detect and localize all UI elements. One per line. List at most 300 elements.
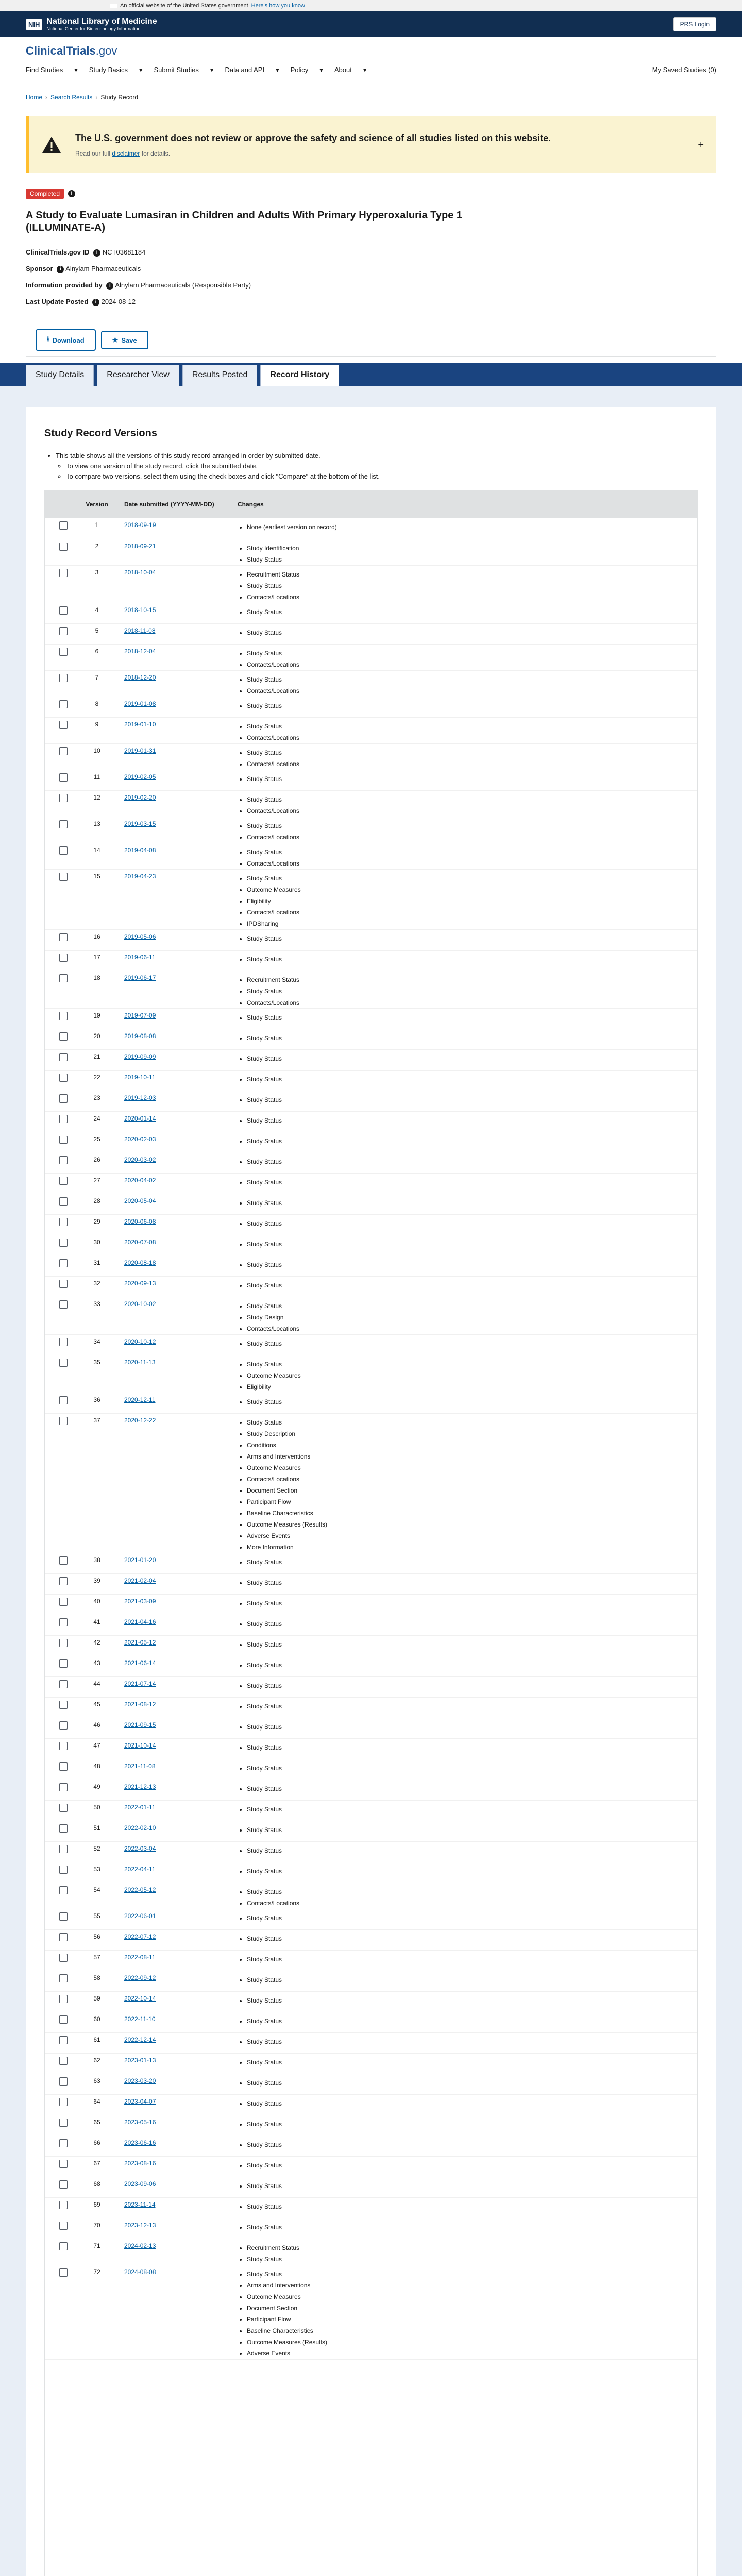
table-row [45,518,697,539]
version-date-link[interactable]: 2020-06-08 [124,1217,156,1225]
change-item: • Study Status [247,1824,693,1836]
version-date-link[interactable]: 2021-05-12 [124,1638,156,1646]
version-checkbox[interactable] [59,627,68,635]
version-checkbox[interactable] [59,1866,68,1874]
version-number: 6 [74,644,120,670]
change-item: • Study Status [247,1300,693,1312]
version-checkbox[interactable] [59,1783,68,1791]
version-checkbox[interactable] [59,873,68,881]
change-item: • Outcome Measures [247,1370,693,1381]
version-date-link[interactable]: 2022-11-10 [124,2015,156,2023]
tab-study-details[interactable]: Study Details [26,365,94,386]
version-number: 36 [74,1393,120,1413]
column-header-date: Date submitted (YYYY-MM-DD) [120,490,233,518]
version-checkbox[interactable] [59,2268,68,2277]
version-number: 53 [74,1862,120,1883]
version-number: 71 [74,2239,120,2265]
change-item: • Study Status [247,1680,693,1691]
change-item: • Study Status [247,721,693,732]
change-item: • Recruitment Status [247,2242,693,2253]
version-number: 29 [74,1214,120,1235]
version-date-link[interactable]: 2022-10-14 [124,1994,156,2002]
version-date-link[interactable]: 2021-09-15 [124,1721,156,1728]
version-checkbox[interactable] [59,721,68,729]
version-checkbox[interactable] [59,747,68,755]
nav-item-find-studies[interactable]: Find Studies [26,66,63,74]
version-checkbox[interactable] [59,1762,68,1771]
table-row [45,1008,697,1029]
version-checkbox[interactable] [59,2222,68,2230]
version-date-link[interactable]: 2019-05-06 [124,933,156,940]
version-date-link[interactable]: 2019-02-05 [124,773,156,781]
version-date-link[interactable]: 2020-08-18 [124,1259,156,1266]
version-checkbox[interactable] [59,2119,68,2127]
tab-record-history[interactable]: Record History [260,365,339,386]
change-item: • Study Status [247,1742,693,1753]
version-checkbox[interactable] [59,2139,68,2147]
version-checkbox[interactable] [59,1659,68,1668]
version-date-link[interactable]: 2022-05-12 [124,1886,156,1893]
version-checkbox[interactable] [59,1053,68,1061]
version-date-link[interactable]: 2020-04-02 [124,1176,156,1184]
version-date-link[interactable]: 2021-12-13 [124,1783,156,1790]
version-number: 57 [74,1950,120,1971]
change-item: • Document Section [247,2302,693,2314]
change-item: • Study Status [247,1074,693,1085]
table-row [45,1553,697,1573]
version-checkbox[interactable] [59,1742,68,1750]
table-row [45,2032,697,2053]
version-checkbox[interactable] [59,1136,68,1144]
version-number: 58 [74,1971,120,1991]
version-checkbox[interactable] [59,1259,68,1267]
nlm-logo[interactable] [26,17,157,31]
version-date-link[interactable]: 2019-01-31 [124,747,156,754]
version-date-link[interactable]: 2019-03-15 [124,820,156,827]
change-item: • Study Status [247,873,693,884]
version-date-link[interactable]: 2019-06-11 [124,953,156,961]
version-checkbox[interactable] [59,1338,68,1346]
change-item: • Study Status [247,1259,693,1270]
table-row [45,1393,697,1413]
change-item: • Study Status [247,820,693,832]
version-checkbox[interactable] [59,1598,68,1606]
table-row [45,1355,697,1393]
version-checkbox[interactable] [59,1618,68,1626]
version-checkbox[interactable] [59,1721,68,1730]
version-checkbox[interactable] [59,1845,68,1853]
version-date-link[interactable]: 2021-02-04 [124,1577,156,1584]
version-checkbox[interactable] [59,1197,68,1206]
version-checkbox[interactable] [59,1239,68,1247]
version-number: 3 [74,565,120,603]
version-date-link[interactable]: 2022-12-14 [124,2036,156,2043]
notice-title: The U.S. government does not review or approve the safety and science of all studies listed on this website. [75,132,551,143]
version-number: 16 [74,929,120,950]
version-number: 17 [74,950,120,971]
version-number: 1 [74,518,120,539]
version-checkbox[interactable] [59,2015,68,2024]
table-row [45,1821,697,1841]
version-date-link[interactable]: 2020-03-02 [124,1156,156,1163]
version-checkbox[interactable] [59,648,68,656]
version-number: 59 [74,1991,120,2012]
version-checkbox[interactable] [59,1115,68,1123]
change-item: • Outcome Measures (Results) [247,1519,693,1530]
change-item: • Participant Flow [247,2314,693,2325]
version-date-link[interactable]: 2020-10-02 [124,1300,156,1308]
version-checkbox[interactable] [59,1156,68,1164]
change-item: • Study Status [247,1556,693,1568]
version-checkbox[interactable] [59,1396,68,1404]
version-checkbox[interactable] [59,820,68,828]
version-checkbox[interactable] [59,1359,68,1367]
version-date-link[interactable]: 2023-12-13 [124,2221,156,2229]
nav-item-data-and-api[interactable]: Data and API [225,66,265,74]
study-header [0,173,742,310]
version-number: 21 [74,1049,120,1070]
table-row [45,2115,697,2136]
nav-item-about[interactable]: About [334,66,352,74]
table-row [45,1883,697,1909]
version-checkbox[interactable] [59,569,68,577]
breadcrumb-home[interactable]: Home [26,94,43,101]
version-checkbox[interactable] [59,1556,68,1565]
version-checkbox[interactable] [59,846,68,855]
version-date-link[interactable]: 2018-09-19 [124,521,156,529]
version-checkbox[interactable] [59,521,68,530]
info-icon[interactable]: i [106,282,113,290]
download-button[interactable]: ⭳ Download [36,329,96,351]
version-checkbox[interactable] [59,2036,68,2044]
version-date-link[interactable]: 2018-10-15 [124,606,156,614]
version-checkbox[interactable] [59,2098,68,2106]
table-row [45,1950,697,1971]
version-date-link[interactable]: 2022-01-11 [124,1803,156,1811]
disclaimer-notice[interactable] [26,116,716,173]
version-checkbox[interactable] [59,954,68,962]
change-item: • Adverse Events [247,1530,693,1541]
version-date-link[interactable]: 2020-05-04 [124,1197,156,1205]
change-item: • Study Design [247,1312,693,1323]
change-item: • Study Status [247,954,693,965]
version-date-link[interactable]: 2020-02-03 [124,1135,156,1143]
table-row [45,1759,697,1780]
change-item: • Study Status [247,1239,693,1250]
version-checkbox[interactable] [59,1074,68,1082]
version-number: 37 [74,1413,120,1553]
change-item: • Arms and Interventions [247,2280,693,2291]
change-item: • Study Status [247,1417,693,1428]
site-header [0,37,742,78]
version-date-link[interactable]: 2023-04-07 [124,2097,156,2105]
version-date-link[interactable]: 2019-01-08 [124,700,156,707]
version-checkbox[interactable] [59,543,68,551]
version-number: 43 [74,1656,120,1676]
version-date-link[interactable]: 2024-02-13 [124,2242,156,2249]
version-date-link[interactable]: 2022-09-12 [124,1974,156,1981]
table-row [45,1656,697,1676]
version-number: 69 [74,2197,120,2218]
change-item: • Study Status [247,1115,693,1126]
version-date-link[interactable]: 2019-04-08 [124,846,156,854]
version-number: 19 [74,1008,120,1029]
expand-plus-icon[interactable]: + [698,139,704,150]
version-checkbox[interactable] [59,674,68,682]
change-item: • Contacts/Locations [247,685,693,697]
nav-item-policy[interactable]: Policy [290,66,309,74]
version-date-link[interactable]: 2019-10-11 [124,1073,156,1081]
version-checkbox[interactable] [59,2160,68,2168]
action-bar [26,324,716,357]
version-date-link[interactable]: 2023-01-13 [124,2056,156,2064]
version-date-link[interactable]: 2018-11-08 [124,626,156,634]
version-date-link[interactable]: 2023-09-06 [124,2180,156,2188]
version-date-link[interactable]: 2021-03-09 [124,1597,156,1605]
version-number: 18 [74,971,120,1008]
version-number: 11 [74,770,120,790]
version-date-link[interactable]: 2020-07-08 [124,1238,156,1246]
version-checkbox[interactable] [59,606,68,615]
table-row [45,1111,697,1132]
version-number: 52 [74,1841,120,1862]
version-checkbox[interactable] [59,974,68,982]
version-date-link[interactable]: 2018-12-04 [124,647,156,655]
version-date-link[interactable]: 2021-11-08 [124,1762,156,1770]
version-date-link[interactable]: 2023-05-16 [124,2118,156,2126]
change-item: • Study Status [247,933,693,944]
my-saved-studies-link[interactable]: My Saved Studies (0) [652,66,716,74]
version-checkbox[interactable] [59,794,68,802]
version-date-link[interactable]: 2018-12-20 [124,673,156,681]
version-date-link[interactable]: 2019-04-23 [124,872,156,880]
version-checkbox[interactable] [59,1804,68,1812]
change-item: • Contacts/Locations [247,858,693,869]
version-date-link[interactable]: 2019-01-10 [124,720,156,728]
version-date-link[interactable]: 2023-06-16 [124,2139,156,2146]
change-item: • Contacts/Locations [247,591,693,603]
change-item: • Study Status [247,1094,693,1106]
table-row [45,1194,697,1214]
version-date-link[interactable]: 2020-10-12 [124,1337,156,1345]
table-row [45,1718,697,1738]
version-date-link[interactable]: 2021-01-20 [124,1556,156,1564]
version-number: 63 [74,2074,120,2094]
change-item: • Study Status [247,1396,693,1408]
breadcrumb-search-results[interactable]: Search Results [50,94,93,101]
version-checkbox[interactable] [59,1417,68,1425]
download-icon: ⭳ [47,335,49,343]
table-row [45,717,697,743]
version-checkbox[interactable] [59,1177,68,1185]
version-checkbox[interactable] [59,1995,68,2003]
change-item: • Study Status [247,606,693,618]
version-date-link[interactable]: 2020-01-14 [124,1114,156,1122]
gov-banner-link[interactable]: Here's how you know [251,3,305,9]
version-number: 31 [74,1256,120,1276]
version-date-link[interactable]: 2019-06-17 [124,974,156,981]
version-date-link[interactable]: 2024-08-08 [124,2268,156,2276]
change-item: • Study Status [247,2253,693,2265]
version-checkbox[interactable] [59,1012,68,1020]
version-checkbox[interactable] [59,1974,68,1982]
version-date-link[interactable]: 2022-08-11 [124,1953,156,1961]
change-item: • Eligibility [247,1381,693,1393]
change-item: • Outcome Measures [247,2291,693,2302]
change-item: • Eligibility [247,895,693,907]
table-row [45,950,697,971]
version-date-link[interactable]: 2019-07-09 [124,1011,156,1019]
info-provided-label: Information provided by [26,281,103,289]
version-date-link[interactable]: 2022-04-11 [124,1865,156,1873]
version-checkbox[interactable] [59,1824,68,1833]
version-checkbox[interactable] [59,1701,68,1709]
table-row [45,743,697,770]
change-item: • Study Status [247,1804,693,1815]
version-checkbox[interactable] [59,933,68,941]
version-number: 61 [74,2032,120,2053]
change-item: • Study Status [247,1933,693,1944]
version-date-link[interactable]: 2021-08-12 [124,1700,156,1708]
table-row [45,1235,697,1256]
version-checkbox[interactable] [59,2242,68,2250]
nct-id: NCT03681184 [102,248,146,256]
change-item: • Study Status [247,846,693,858]
version-date-link[interactable]: 2020-11-13 [124,1358,156,1366]
version-date-link[interactable]: 2018-09-21 [124,542,156,550]
version-checkbox[interactable] [59,1218,68,1226]
table-row [45,2136,697,2156]
version-checkbox[interactable] [59,773,68,782]
study-meta [26,244,716,310]
table-row [45,1297,697,1334]
version-date-link[interactable]: 2018-10-04 [124,568,156,576]
version-date-link[interactable]: 2022-07-12 [124,1933,156,1940]
table-row [45,644,697,670]
change-item: • Study Status [247,2057,693,2068]
tab-results-posted[interactable]: Results Posted [182,365,258,386]
version-date-link[interactable]: 2020-09-13 [124,1279,156,1287]
change-item: • Study Status [247,1197,693,1209]
version-date-link[interactable]: 2020-12-22 [124,1416,156,1424]
version-number: 4 [74,603,120,623]
nav-item-submit-studies[interactable]: Submit Studies [154,66,199,74]
version-checkbox[interactable] [59,700,68,708]
table-row [45,603,697,623]
version-date-link[interactable]: 2022-02-10 [124,1824,156,1832]
change-item: • Contacts/Locations [247,907,693,918]
version-checkbox[interactable] [59,1577,68,1585]
chevron-down-icon: ▾ [139,66,143,74]
version-number: 67 [74,2156,120,2177]
version-date-link[interactable]: 2021-07-14 [124,1680,156,1687]
version-checkbox[interactable] [59,1680,68,1688]
version-date-link[interactable]: 2019-09-09 [124,1053,156,1060]
table-row [45,790,697,817]
table-row [45,1635,697,1656]
change-item: • Study Status [247,1618,693,1630]
version-checkbox[interactable] [59,1886,68,1894]
version-number: 5 [74,623,120,644]
info-icon[interactable]: i [57,266,64,273]
table-row [45,1256,697,1276]
change-item: • Study Status [247,1359,693,1370]
version-date-link[interactable]: 2022-03-04 [124,1844,156,1852]
version-checkbox[interactable] [59,1933,68,1941]
change-item: • Study Identification [247,543,693,554]
version-checkbox[interactable] [59,1032,68,1041]
tab-researcher-view[interactable]: Researcher View [97,365,179,386]
version-number: 41 [74,1615,120,1635]
disclaimer-link[interactable]: disclaimer [112,149,140,157]
version-number: 22 [74,1070,120,1091]
table-row [45,1153,697,1173]
bookmark-icon: ★ [112,336,119,344]
version-checkbox[interactable] [59,1954,68,1962]
version-checkbox[interactable] [59,1300,68,1309]
change-item: • Study Status [247,1974,693,1986]
version-checkbox[interactable] [59,1280,68,1288]
site-logo[interactable]: ClinicalTrials.gov [26,44,117,57]
change-item: • Study Status [247,1177,693,1188]
version-date-link[interactable]: 2021-06-14 [124,1659,156,1667]
change-item: • Study Status [247,1338,693,1349]
version-date-link[interactable]: 2019-12-03 [124,1094,156,1101]
version-date-link[interactable]: 2020-12-11 [124,1396,156,1403]
version-date-link[interactable]: 2022-06-01 [124,1912,156,1920]
version-checkbox[interactable] [59,1094,68,1103]
save-button[interactable]: ★ Save [101,331,148,349]
table-row [45,1029,697,1049]
version-date-link[interactable]: 2021-04-16 [124,1618,156,1625]
version-date-link[interactable]: 2023-11-14 [124,2200,156,2208]
gov-banner-text: An official website of the United States government [120,3,248,9]
version-number: 38 [74,1553,120,1573]
version-date-link[interactable]: 2023-03-20 [124,2077,156,2084]
change-item: • Study Status [247,747,693,758]
version-checkbox[interactable] [59,2057,68,2065]
table-row [45,2074,697,2094]
info-icon[interactable]: i [93,249,100,257]
version-checkbox[interactable] [59,1912,68,1921]
table-row [45,1971,697,1991]
version-date-link[interactable]: 2023-08-16 [124,2159,156,2167]
prs-login-button[interactable]: PRS Login [673,17,716,31]
info-icon[interactable]: i [68,190,75,197]
change-item: • Study Status [247,2201,693,2212]
change-item: • Conditions [247,1439,693,1451]
table-row [45,2265,697,2359]
change-item: • Study Status [247,1218,693,1229]
table-row [45,623,697,644]
version-date-link[interactable]: 2019-02-20 [124,793,156,801]
version-checkbox[interactable] [59,2180,68,2189]
change-item: • Document Section [247,1485,693,1496]
version-date-link[interactable]: 2019-08-08 [124,1032,156,1040]
table-row [45,1132,697,1153]
version-number: 7 [74,670,120,697]
nav-item-study-basics[interactable]: Study Basics [89,66,128,74]
version-checkbox[interactable] [59,2077,68,2086]
version-number: 28 [74,1194,120,1214]
version-date-link[interactable]: 2021-10-14 [124,1741,156,1749]
info-icon[interactable]: i [92,299,99,306]
version-number: 9 [74,717,120,743]
column-header-select [45,490,74,518]
version-checkbox[interactable] [59,1639,68,1647]
table-row [45,1334,697,1355]
version-checkbox[interactable] [59,2201,68,2209]
